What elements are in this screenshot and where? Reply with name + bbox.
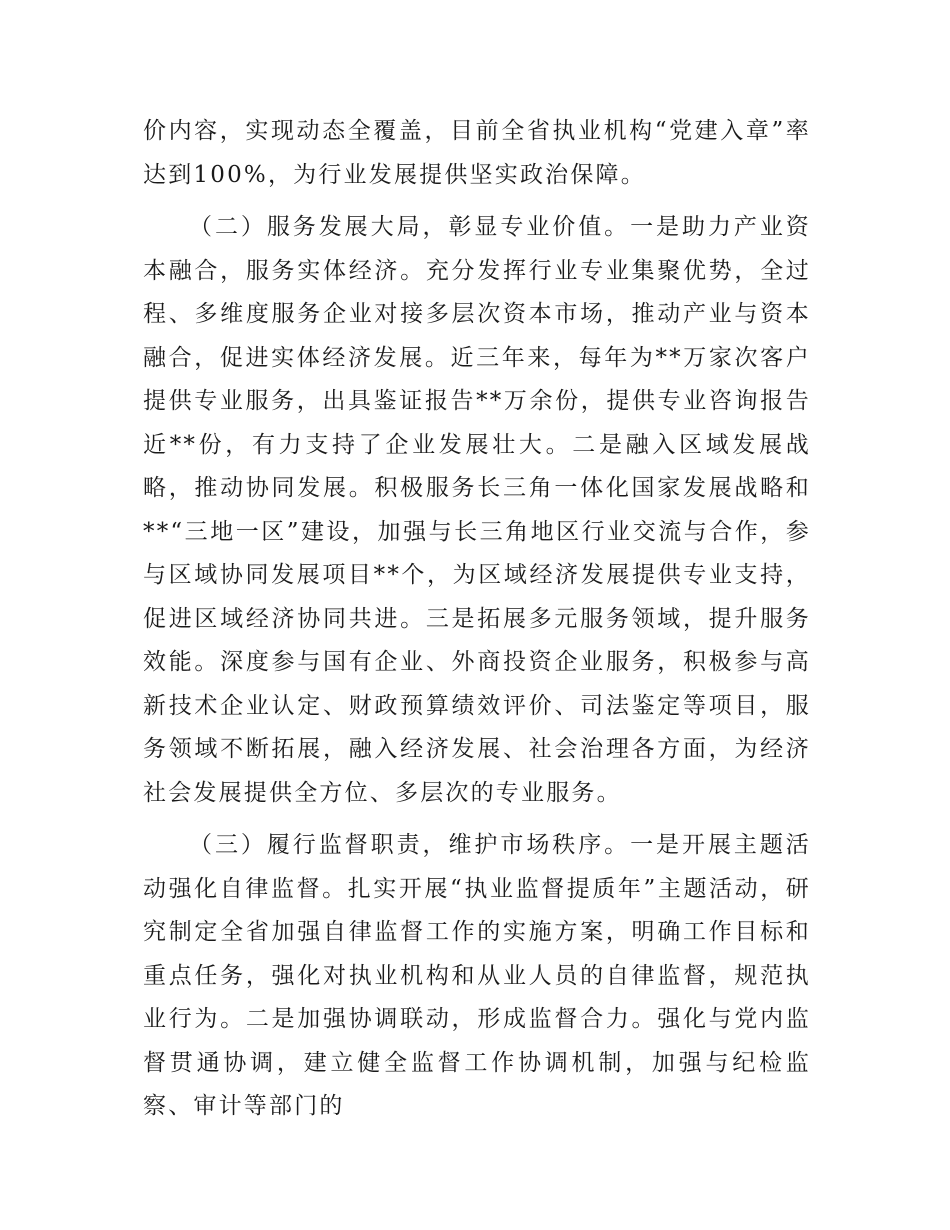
document-body	[143, 110, 811, 1129]
paragraph-section-three: （三）履行监督职责，维护市场秩序。一是开展主题活动强化自律监督。扎实开展“执业监督提质年”主题活动，研究制定全省加强自律监督工作的实施方案，明确工作目标和重点任务，强化对执业机构和从业人员的自律监督，规范执业行为。二是加强协调联动，形成监督合力。强化与党内监督贯通协调，建立健全监督工作协调机制，加强与纪检监察、审计等部门的	[143, 832, 811, 1119]
paragraph-section-two: （二）服务发展大局，彰显专业价值。一是助力产业资本融合，服务实体经济。充分发挥行业专业集聚优势，全过程、多维度服务企业对接多层次资本市场，推动产业与资本融合，促进实体经济发展。近三年来，每年为**万家次客户提供专业服务，出具鉴证报告**万余份，提供专业咨询报告近**份，有力支持了企业发展壮大。二是融入区域发展战略，推动协同发展。积极服务长三角一体化国家发展战略和**“三地一区”建设，加强与长三角地区行业交流与合作，参与区域协同发展项目**个，为区域经济发展提供专业支持，促进区域经济协同共进。三是拓展多元服务领域，提升服务效能。深度参与国有企业、外商投资企业服务，积极参与高新技术企业认定、财政预算绩效评价、司法鉴定等项目，服务领域不断拓展，融入经济发展、社会治理各方面，为经济社会发展提供全方位、多层次的专业服务。	[143, 214, 811, 806]
paragraph-continuation: 价内容，实现动态全覆盖，目前全省执业机构“党建入章”率达到100%，为行业发展提供坚实政治保障。	[143, 118, 811, 188]
